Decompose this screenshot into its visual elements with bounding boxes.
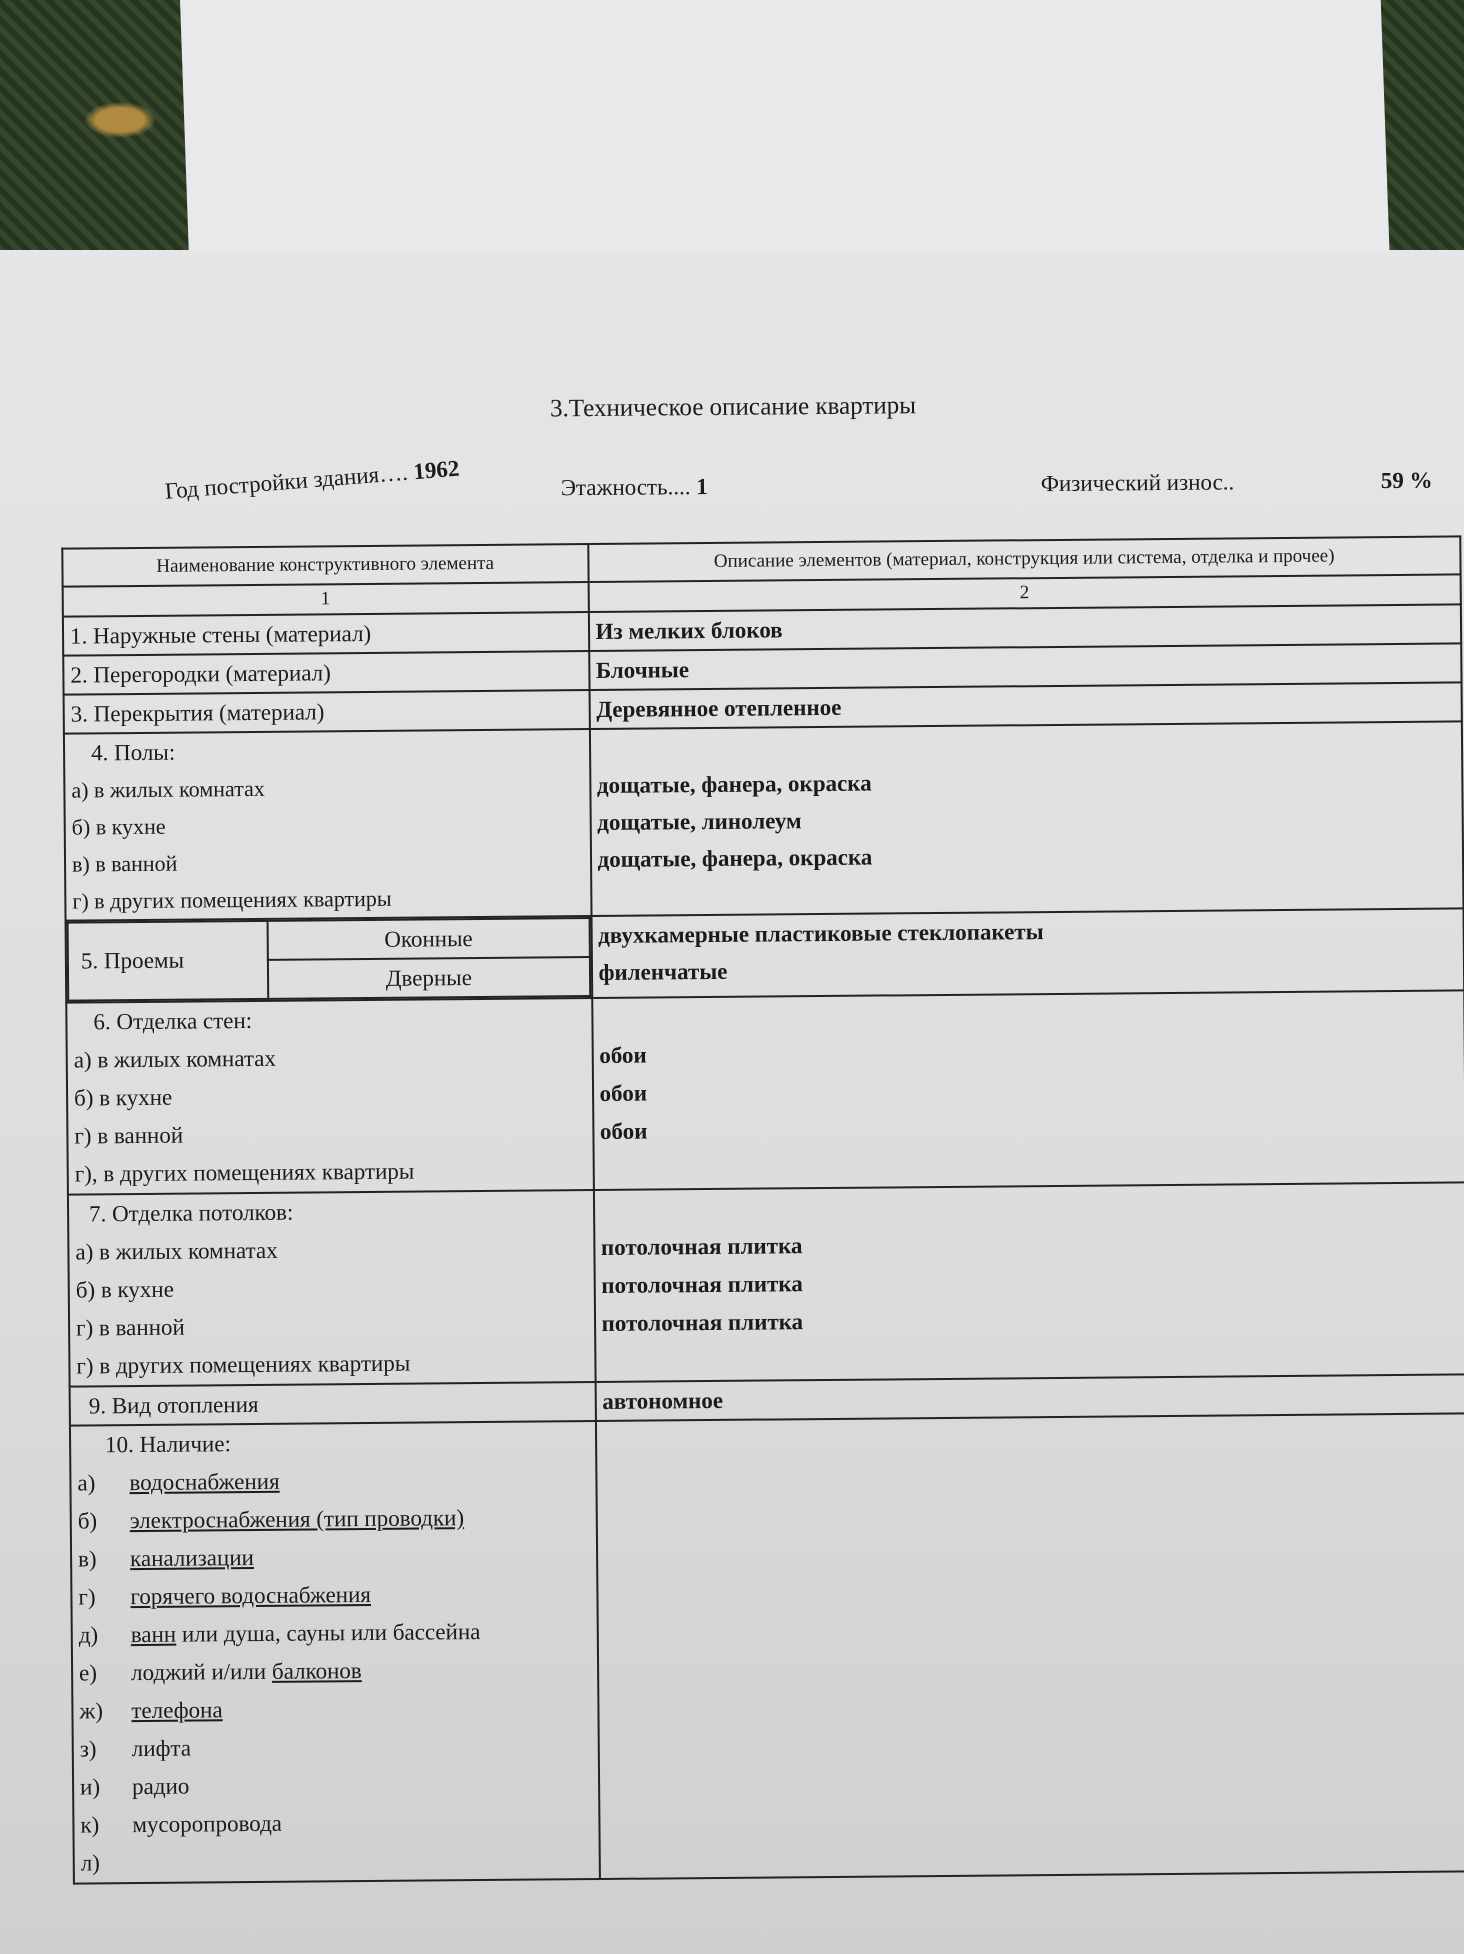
presence-item-letter: и) (79, 1774, 101, 1800)
presence-item (78, 1498, 590, 1540)
presence-item (77, 1460, 589, 1502)
ceiling-finish-values (593, 1182, 1464, 1382)
presence-values (595, 1413, 1464, 1879)
presence-item-letter: в) (78, 1546, 97, 1572)
col1-number: 1 (63, 582, 589, 617)
col2-number: 2 (588, 574, 1461, 612)
floors-item-label: г) в других помещениях квартиры (72, 885, 392, 914)
presence-item-letter: л) (80, 1850, 101, 1876)
windows-value: двухкамерные пластиковые стеклопакеты (598, 919, 1044, 948)
floors-item-value: дощатые, линолеум (597, 808, 802, 835)
wall-finish-label: 6. Отделка стен: (93, 1007, 253, 1035)
presence-item-letter: г) (78, 1584, 96, 1610)
windows-label: Оконные (268, 918, 590, 960)
ceiling-finish-item-label: б) в кухне (75, 1276, 174, 1303)
floors-item-value: дощатые, фанера, окраска (596, 770, 872, 798)
ceiling-finish-item-value (602, 1335, 1461, 1380)
presence-item-letter: б) (77, 1508, 98, 1534)
presence-item (78, 1536, 590, 1578)
presence-item-text: мусоропровода (132, 1810, 283, 1838)
wall-finish-item-label: г), в других помещениях квартиры (74, 1158, 415, 1187)
presence-item-text: радио (131, 1773, 190, 1800)
ceiling-finish-label: 7. Отделка потолков: (88, 1199, 294, 1227)
wall-finish-item-label: б) в кухне (73, 1084, 173, 1111)
presence-item-text: или душа, сауны или бассейна (176, 1619, 481, 1647)
ceiling-finish-item-value: потолочная плитка (600, 1233, 803, 1260)
presence-item-text: балконов (271, 1658, 362, 1684)
presence-item (78, 1574, 590, 1616)
presence-item-letter: ж) (79, 1698, 104, 1724)
presence-item-letter: з) (79, 1736, 97, 1762)
wall-finish-item-label: а) в жилых комнатах (73, 1045, 277, 1073)
presence-item (79, 1612, 591, 1654)
presence-item-letter: е) (79, 1660, 98, 1686)
col1-header: Наименование конструктивного элемента (62, 544, 588, 587)
physical-wear-label: Физический износ.. (1040, 469, 1235, 497)
presence-item-text: электроснабжения (тип проводки) (129, 1505, 465, 1534)
walls-value: Из мелких блоков (588, 604, 1461, 651)
heating-label: 9. Вид отопления (70, 1382, 596, 1426)
floors-item-value: дощатые, фанера, окраска (597, 844, 873, 872)
doors-value: филенчатые (598, 958, 728, 985)
presence-item-letter: а) (77, 1470, 96, 1496)
floors-item-label: б) в кухне (71, 813, 166, 840)
physical-wear-value: 59 % (1380, 467, 1433, 494)
floors-section (64, 729, 591, 921)
presence-item-text: горячего водоснабжения (130, 1581, 372, 1610)
ceiling-finish-item-value: потолочная плитка (601, 1309, 804, 1336)
ceilings-material-label: 3. Перекрытия (материал) (64, 690, 590, 734)
doors-label: Дверные (268, 957, 590, 999)
ceiling-finish-item-label: г) в других помещениях квартиры (76, 1350, 411, 1379)
heating-value: автономное (595, 1374, 1464, 1421)
wall-finish-section (66, 998, 593, 1195)
presence-section (70, 1421, 600, 1884)
technical-table (61, 535, 1464, 1884)
presence-item-letter: д) (78, 1622, 99, 1648)
presence-item-text: лоджий и/или (131, 1658, 273, 1686)
ceiling-finish-item-value: потолочная плитка (601, 1271, 803, 1298)
ceiling-finish-section (68, 1190, 595, 1387)
presence-item-text: телефона (131, 1697, 223, 1724)
wall-finish-item-value (600, 1143, 1459, 1188)
floors-item-label: а) в жилых комнатах (71, 775, 265, 803)
openings-values (591, 908, 1464, 998)
presence-item-text: канализации (130, 1545, 254, 1572)
wall-finish-item-value: обои (599, 1042, 647, 1068)
presence-item-text: лифта (131, 1735, 192, 1762)
partitions-label: 2. Перегородки (материал) (63, 651, 589, 695)
presence-item-letter: к) (80, 1812, 100, 1838)
presence-item (80, 1802, 592, 1844)
wall-finish-item-value: обои (599, 1080, 648, 1106)
floors-values (589, 721, 1463, 916)
ceiling-finish-item-label: г) в ванной (75, 1314, 185, 1341)
openings-section (66, 916, 592, 1003)
floor-count: Этажность.... 1 (560, 474, 708, 501)
floors-item-label: в) в ванной (71, 850, 178, 877)
wall-finish-item-label: г) в ванной (74, 1122, 184, 1149)
col2-header: Описание элементов (материал, конструкция или система, отделка и прочее) (588, 536, 1461, 582)
ceiling-finish-item-label: а) в жилых комнатах (75, 1237, 278, 1265)
partitions-value: Блочные (589, 643, 1462, 690)
document-title: 3.Техническое описание квартиры (549, 392, 917, 423)
walls-label: 1. Наружные стены (материал) (63, 612, 589, 656)
wall-finish-item-value: обои (599, 1118, 648, 1144)
presence-item (79, 1688, 591, 1730)
floors-item-value (598, 870, 1457, 914)
ceilings-material-value: Деревянное отепленное (589, 682, 1462, 729)
presence-list (77, 1460, 592, 1882)
presence-item (81, 1840, 593, 1882)
presence-item (80, 1764, 592, 1806)
wall-finish-values (592, 990, 1464, 1190)
presence-label: 10. Наличие: (105, 1431, 232, 1458)
presence-item (79, 1650, 591, 1692)
build-year: Год постройки здания…. 1962 (163, 455, 461, 504)
presence-item-text: ванн (130, 1621, 177, 1648)
presence-item (80, 1726, 592, 1768)
openings-label: 5. Проемы (68, 921, 269, 1001)
floors-label: 4. Полы: (90, 739, 176, 766)
presence-item-text: водоснабжения (129, 1468, 280, 1496)
